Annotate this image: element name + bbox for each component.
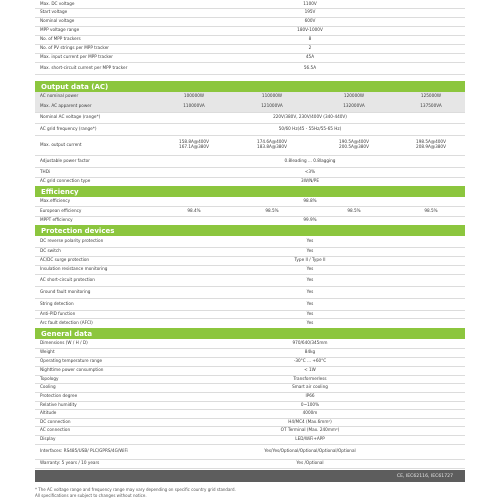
spec-value: -30°C ... +60°C [293,358,327,364]
spec-value: Yes /Optional [296,460,324,466]
spec-label: Max. output current [40,141,82,147]
spec-value: 100000W [183,93,205,99]
spec-value: 120000W [343,93,365,99]
spec-row [35,459,465,469]
spec-value: 180V-1000V [297,27,323,33]
spec-label: Nighttime power consumption [40,367,104,373]
spec-value: 121000VA [261,103,283,109]
spec-label: DC reverse polarity protection [40,238,104,244]
spec-label: Ground fault monitoring [40,288,91,294]
spec-label: Interfaces: RS485/USB/ PLC/GPRS/4G/WiFi [40,448,128,454]
footnote: All specifications are subject to changes without notice. [35,493,147,498]
spec-value: Yes [306,288,314,294]
spec-value: 56.5A [303,64,317,70]
spec-value: Yes [306,238,314,244]
spec-label: AC/DC surge protection [40,257,90,263]
spec-label: European efficiency [40,207,82,213]
spec-label: Nominal AC voltage (range*) [40,114,101,120]
spec-value: OT Terminal (Max. 240mm²) [280,427,340,433]
spec-label: Relative humidity [40,401,77,407]
spec-value: Yes [306,319,314,325]
spec-label: Max. AC apparent power [40,103,92,109]
spec-label: Display [40,436,56,442]
spec-label: THDi [40,168,51,174]
spec-label: Operating temperature range [40,358,103,364]
spec-value: 0.8leading ... 0.8lagging [284,157,336,163]
spec-value: Yes/Yes/Optional/Optional/Optional/Optional [264,448,356,454]
spec-value: 1100V [303,0,317,6]
spec-value: 98.5% [347,207,361,213]
spec-label: Topology [40,375,59,381]
spec-label: Max.efficiency [40,198,71,204]
spec-label: No. of PV strings per MPP tracker [40,45,109,51]
spec-value: 190.5A@400V 200.5A@380V [339,139,369,149]
spec-value: 98.5% [424,207,438,213]
spec-value: 0~100% [300,401,320,407]
spec-value: 220V/380V, 230V/400V (340-440V) [273,114,347,120]
spec-value: Yes [306,266,314,272]
spec-value: 2 [308,45,312,51]
spec-value: 98.8% [303,198,317,204]
spec-label: DC switch [40,248,61,254]
spec-label: AC grid frequency (range*) [40,125,97,131]
spec-value: Transformerless [293,375,327,381]
section-header-protection: Protection devices [35,225,465,236]
spec-label: Adjustable power factor [40,157,90,163]
spec-label: Warranty: 5 years / 10 years [40,460,100,466]
spec-value: Smart air cooling [292,384,328,390]
spec-row [35,135,465,156]
spec-value: 110000VA [183,103,205,109]
spec-value: H4/MC4 (Max.6mm²) [288,418,332,424]
spec-label: AC short-circuit protection [40,276,95,282]
spec-value: Yes [306,300,314,306]
spec-value: <3% [304,168,316,174]
spec-value: 198.5A@400V 208.9A@380V [416,139,446,149]
spec-value: IP66 [305,393,315,399]
spec-label: AC connection [40,427,71,433]
spec-label: Anti-PID function [40,310,76,316]
spec-label: AC nominal power [40,93,79,99]
spec-label: Arc fault detection (AFCI) [40,319,93,325]
spec-label: Protection degree [40,393,78,399]
spec-value: 970/640/345mm [292,340,328,346]
spec-label: MPPT efficiency [40,217,73,223]
spec-value: 98.4% [187,207,201,213]
spec-value: LED/WiFi+APP [295,436,325,442]
spec-label: Nominal voltage [40,18,75,24]
spec-value: 125000W [420,93,442,99]
spec-value: 8 [308,36,312,42]
spec-value: 132000VA [343,103,365,109]
spec-value: Yes [306,276,314,282]
spec-value: 110000W [261,93,283,99]
spec-value: Type II / Type II [294,257,326,263]
spec-value: 98.5% [265,207,279,213]
spec-row [35,62,465,75]
spec-label: DC connection [40,418,71,424]
spec-label: String detection [40,300,74,306]
spec-value: Yes [306,310,314,316]
spec-value: 4000m [302,410,318,416]
spec-value: 50/60 Hz(45 - 55Hz/55-65 Hz) [278,125,342,131]
spec-label: Max. input current per MPP tracker [40,54,113,60]
spec-value: 99.9% [303,217,317,223]
spec-value: 158.8A@400V 167.1A@380V [179,139,209,149]
spec-value: 174.6A@400V 183.8A@380V [257,139,287,149]
spec-label: Insulation resistance monitoring [40,266,108,272]
spec-label: Weight [40,349,55,355]
spec-label: Max. short-circuit current per MPP tracker [40,64,128,70]
spec-label: Dimensions (W / H / D) [40,340,88,346]
spec-row [35,444,465,460]
certifications-bar: CE, IEC62116, IEC61727 [35,470,465,482]
spec-label: AC grid connection type [40,178,91,184]
spec-label: Cooling [40,384,56,390]
spec-value: < 1W [304,367,316,373]
spec-value: 195V [304,9,316,15]
footnote: * The AC voltage range and frequency range may vary depending on specific country grid standard. [35,487,236,492]
spec-label: Altitude [40,410,57,416]
spec-value: 3W/N/PE [301,178,319,184]
spec-value: 45A [305,54,315,60]
spec-value: 84kg [304,349,316,355]
spec-label: Start voltage [40,9,68,15]
section-header-efficiency: Efficiency [35,186,465,197]
spec-value: 137500VA [420,103,442,109]
section-header-general: General data [35,328,465,339]
spec-label: No. of MPP trackers [40,36,81,42]
spec-label: Max. DC voltage [40,0,75,6]
spec-value: Yes [306,248,314,254]
spec-label: MPP voltage range [40,27,80,33]
spec-value: 600V [304,18,316,24]
section-header-output-ac: Output data (AC) [35,81,465,92]
